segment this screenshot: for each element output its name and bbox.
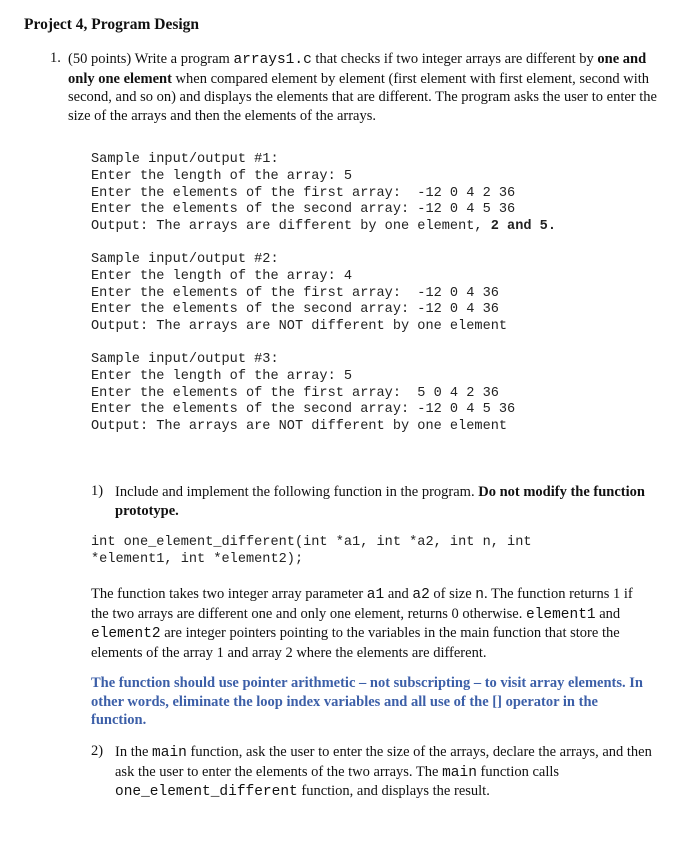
points-text: (50 points) Write a program: [68, 51, 230, 67]
sample-output: Output: The arrays are NOT different by one element: [91, 419, 508, 435]
sample-block-2: [91, 252, 507, 336]
sample-second-line: Enter the elements of the second array: -12 0 4 5 36: [91, 202, 516, 218]
page-title: Project 4, Program Design: [24, 16, 200, 33]
sample-first-line: Enter the elements of the first array: 5 0 4 2 36: [91, 385, 499, 401]
sample-second-line: Enter the elements of the second array: -12 0 4 36: [91, 302, 499, 318]
sample-header: Sample input/output #3:: [91, 352, 279, 367]
pointer-arithmetic-note: The function should use pointer arithmetic – not subscripting – to visit array elements. In other words, eliminate the loop index variables and all use of the [] operator in the function.: [91, 675, 643, 728]
sample-output-bold: 2 and 5.: [490, 219, 556, 235]
statement-part-b: when compared element by element (first element with first element, second with second, and so on) and displays the elements that are different. The program asks the user to enter the size of the arrays and then the elements of the arrays.: [68, 70, 657, 124]
sample-header: Sample input/output #2:: [91, 252, 279, 267]
statement-part-a: that checks if two integer arrays are different by: [315, 51, 594, 67]
sample-length-line: Enter the length of the array: 5: [91, 368, 353, 384]
statement-bold: one and only one element: [68, 51, 647, 87]
sample-output: Output: The arrays are different by one element, 2 and 5.: [91, 219, 556, 235]
sample-length-line: Enter the length of the array: 5: [91, 168, 353, 184]
sub-item-2-text: In the main function, ask the user to enter the size of the arrays, declare the arrays, and then ask the user to enter the elements of the two arrays. The main function calls one_element_different function, and displays the result.: [115, 744, 652, 800]
prototype-line-1: int one_element_different(int *a1, int *a2, int n, int: [91, 535, 532, 550]
filename: arrays1.c: [233, 52, 312, 68]
function-prototype: [91, 535, 532, 569]
sample-header: Sample input/output #1:: [91, 152, 279, 167]
sample-output: Output: The arrays are NOT different by one element: [91, 319, 508, 335]
sub-item-1-text: Include and implement the following function in the program. Do not modify the function prototype.: [115, 484, 645, 519]
sub-item-1-bold: Do not modify the function prototype.: [115, 484, 645, 519]
problem-statement: [68, 50, 668, 125]
sample-second-line: Enter the elements of the second array: -12 0 4 5 36: [91, 402, 516, 418]
sample-first-line: Enter the elements of the first array: -12 0 4 2 36: [91, 185, 516, 201]
function-description: The function takes two integer array parameter a1 and a2 of size n. The function returns 1 if the two arrays are different one and only one element, returns 0 otherwise. element1 and element2 are integer pointers pointing to the variables in the main function that store the elements of the array 1 and array 2 where the elements are different.: [91, 586, 633, 661]
sample-first-line: Enter the elements of the first array: -12 0 4 36: [91, 285, 499, 301]
prototype-line-2: *element1, int *element2);: [91, 551, 304, 567]
sample-block-3: [91, 352, 515, 436]
sub-item-1-number: 1): [91, 483, 104, 499]
sample-block-1: [91, 152, 556, 236]
sub-item-2-number: 2): [91, 743, 104, 759]
sample-length-line: Enter the length of the array: 4: [91, 268, 353, 284]
item-number: 1.: [50, 50, 61, 66]
